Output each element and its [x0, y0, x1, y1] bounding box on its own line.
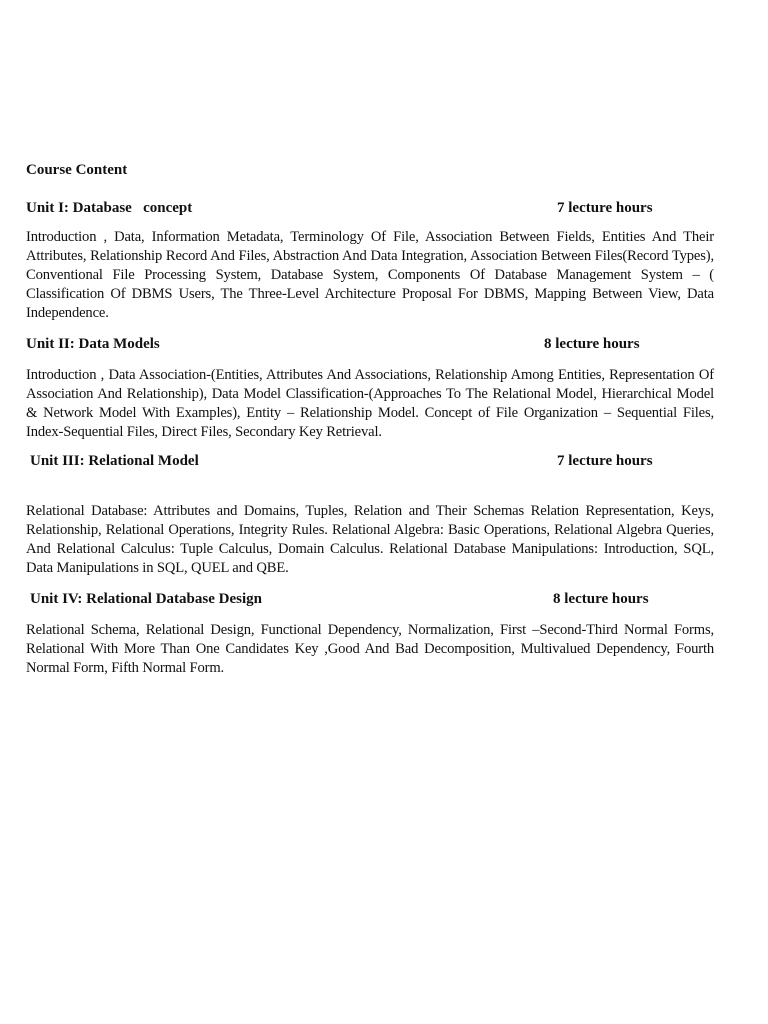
unit-2-title: Unit II: Data Models	[26, 336, 160, 352]
unit-2-header	[26, 335, 714, 354]
unit-1-body: Introduction , Data, Information Metadata, Terminology Of File, Association Between Fields, Entities And Their Attributes, Relationship Record And Files, Abstraction And Data Integration, Association Between Files(Record Types), Conventional File Processing System, Database System, Components Of Database Management System – ( Classification Of DBMS Users, The Three-Level Architecture Proposal For DBMS, Mapping Between View, Data Independence.	[26, 229, 714, 321]
unit-3-hours: 7 lecture hours	[557, 453, 653, 469]
unit-2-hours: 8 lecture hours	[544, 336, 640, 352]
unit-3-title: Unit III: Relational Model	[30, 453, 199, 469]
unit-1-title: Unit I: Database concept	[26, 200, 193, 216]
unit-1-header	[26, 199, 714, 218]
course-content-page	[26, 161, 714, 678]
unit-4-hours: 8 lecture hours	[553, 591, 649, 607]
unit-4-title: Unit IV: Relational Database Design	[30, 591, 262, 607]
unit-3-header	[26, 452, 714, 471]
unit-3-body: Relational Database: Attributes and Domains, Tuples, Relation and Their Schemas Relation Representation, Keys, Relationship, Relational Operations, Integrity Rules. Relational Algebra: Basic Operations, Relational Algebra Queries, And Relational Calculus: Tuple Calculus, Domain Calculus. Relational Database Manipulations: Introduction, SQL, Data Manipulations in SQL, QUEL and QBE.	[26, 503, 714, 576]
unit-4-body: Relational Schema, Relational Design, Functional Dependency, Normalization, First –Second-Third Normal Forms, Relational With More Than One Candidates Key ,Good And Bad Decomposition, Multivalued Dependency, Fourth Normal Form, Fifth Normal Form.	[26, 622, 714, 676]
course-content-heading: Course Content	[26, 162, 128, 178]
unit-1-hours: 7 lecture hours	[557, 200, 653, 216]
unit-2-body: Introduction , Data Association-(Entities, Attributes And Associations, Relationship Among Entities, Representation Of Association And Relationship), Data Model Classification-(Approaches To The Relational Model, Hierarchical Model & Network Model With Examples), Entity – Relationship Model. Concept of File Organization – Sequential Files, Index-Sequential Files, Direct Files, Secondary Key Retrieval.	[26, 367, 714, 440]
unit-4-header	[26, 590, 714, 609]
